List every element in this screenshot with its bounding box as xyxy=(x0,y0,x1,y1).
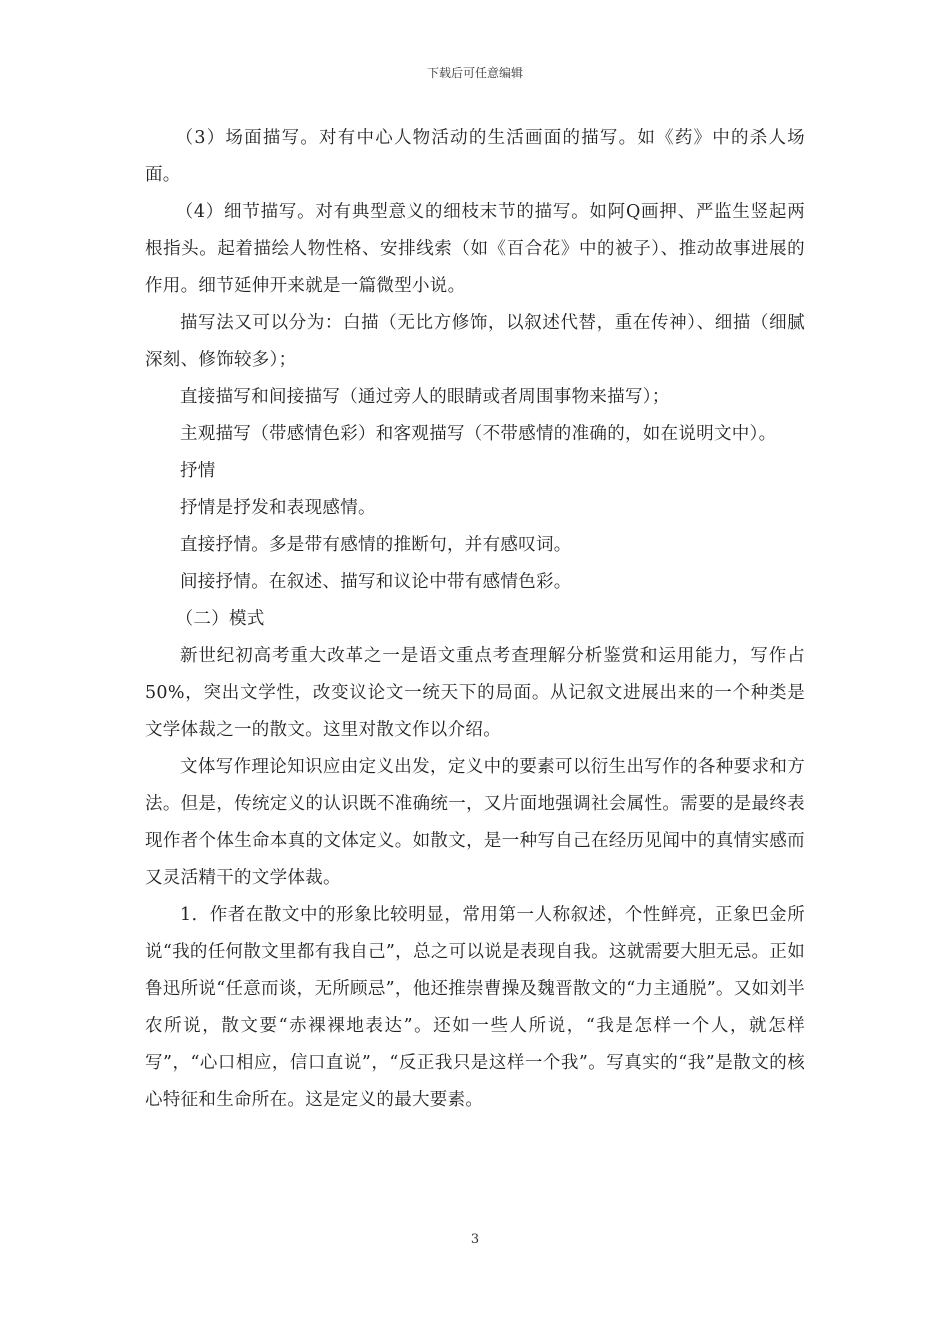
paragraph-direct-indirect: 直接描写和间接描写（通过旁人的眼睛或者周围事物来描写）； xyxy=(180,387,670,407)
paragraph-detail-description: （4）细节描写。对有典型意义的细枝末节的描写。如阿Q画押、严监生竖起两根指头。起着描绘人物性格、安排线索（如《百合花》中的被子）、推动故事进展的作用。细节延伸开来就是一篇微型小说。 xyxy=(145,202,805,296)
paragraph-lyric-heading: 抒情 xyxy=(180,461,216,481)
paragraph-subjective-objective: 主观描写（带感情色彩）和客观描写（不带感情的准确的，如在说明文中）。 xyxy=(180,424,777,444)
paragraph-description-types: 描写法又可以分为：白描（无比方修饰，以叙述代替，重在传神）、细描（细腻深刻、修饰较多）； xyxy=(145,313,805,370)
paragraph-indirect-lyric: 间接抒情。在叙述、描写和议论中带有感情色彩。 xyxy=(180,572,572,592)
paragraph-genre-theory: 文体写作理论知识应由定义出发，定义中的要素可以衍生出写作的各种要求和方法。但是，传统定义的认识既不准确统一，又片面地强调社会属性。需要的是最终表现作者个体生命本真的文体定义。如散文，是一种写自己在经历见闻中的真情实感而又灵活精干的文学体裁。 xyxy=(145,757,805,888)
page-number: 3 xyxy=(470,1232,480,1247)
paragraph-direct-lyric: 直接抒情。多是带有感情的推断句，并有感叹词。 xyxy=(180,535,572,555)
page-header: 下载后可任意编辑 xyxy=(426,66,523,80)
paragraph-reform: 新世纪初高考重大改革之一是语文重点考查理解分析鉴赏和运用能力，写作占50%，突出文学性，改变议论文一统天下的局面。从记叙文进展出来的一个种类是文学体裁之一的散文。这里对散文作以介绍。 xyxy=(145,646,805,740)
paragraph-scene-description: （3）场面描写。对有中心人物活动的生活画面的描写。如《药》中的杀人场面。 xyxy=(145,128,805,185)
section-heading-mode: （二）模式 xyxy=(175,609,265,629)
paragraph-lyric-definition: 抒情是抒发和表现感情。 xyxy=(180,498,376,518)
document-body xyxy=(145,120,805,1119)
paragraph-point-1: 1．作者在散文中的形象比较明显，常用第一人称叙述，个性鲜亮，正象巴金所说“我的任何散文里都有我自己”，总之可以说是表现自我。这就需要大胆无忌。正如鲁迅所说“任意而谈，无所顾忌”，他还推崇曹操及魏晋散文的“力主通脱”。又如刘半农所说，散文要“赤裸裸地表达”。还如一些人所说，“我是怎样一个人，就怎样写”，“心口相应，信口直说”，“反正我只是这样一个我”。写真实的“我”是散文的核心特征和生命所在。这是定义的最大要素。 xyxy=(145,905,805,1110)
